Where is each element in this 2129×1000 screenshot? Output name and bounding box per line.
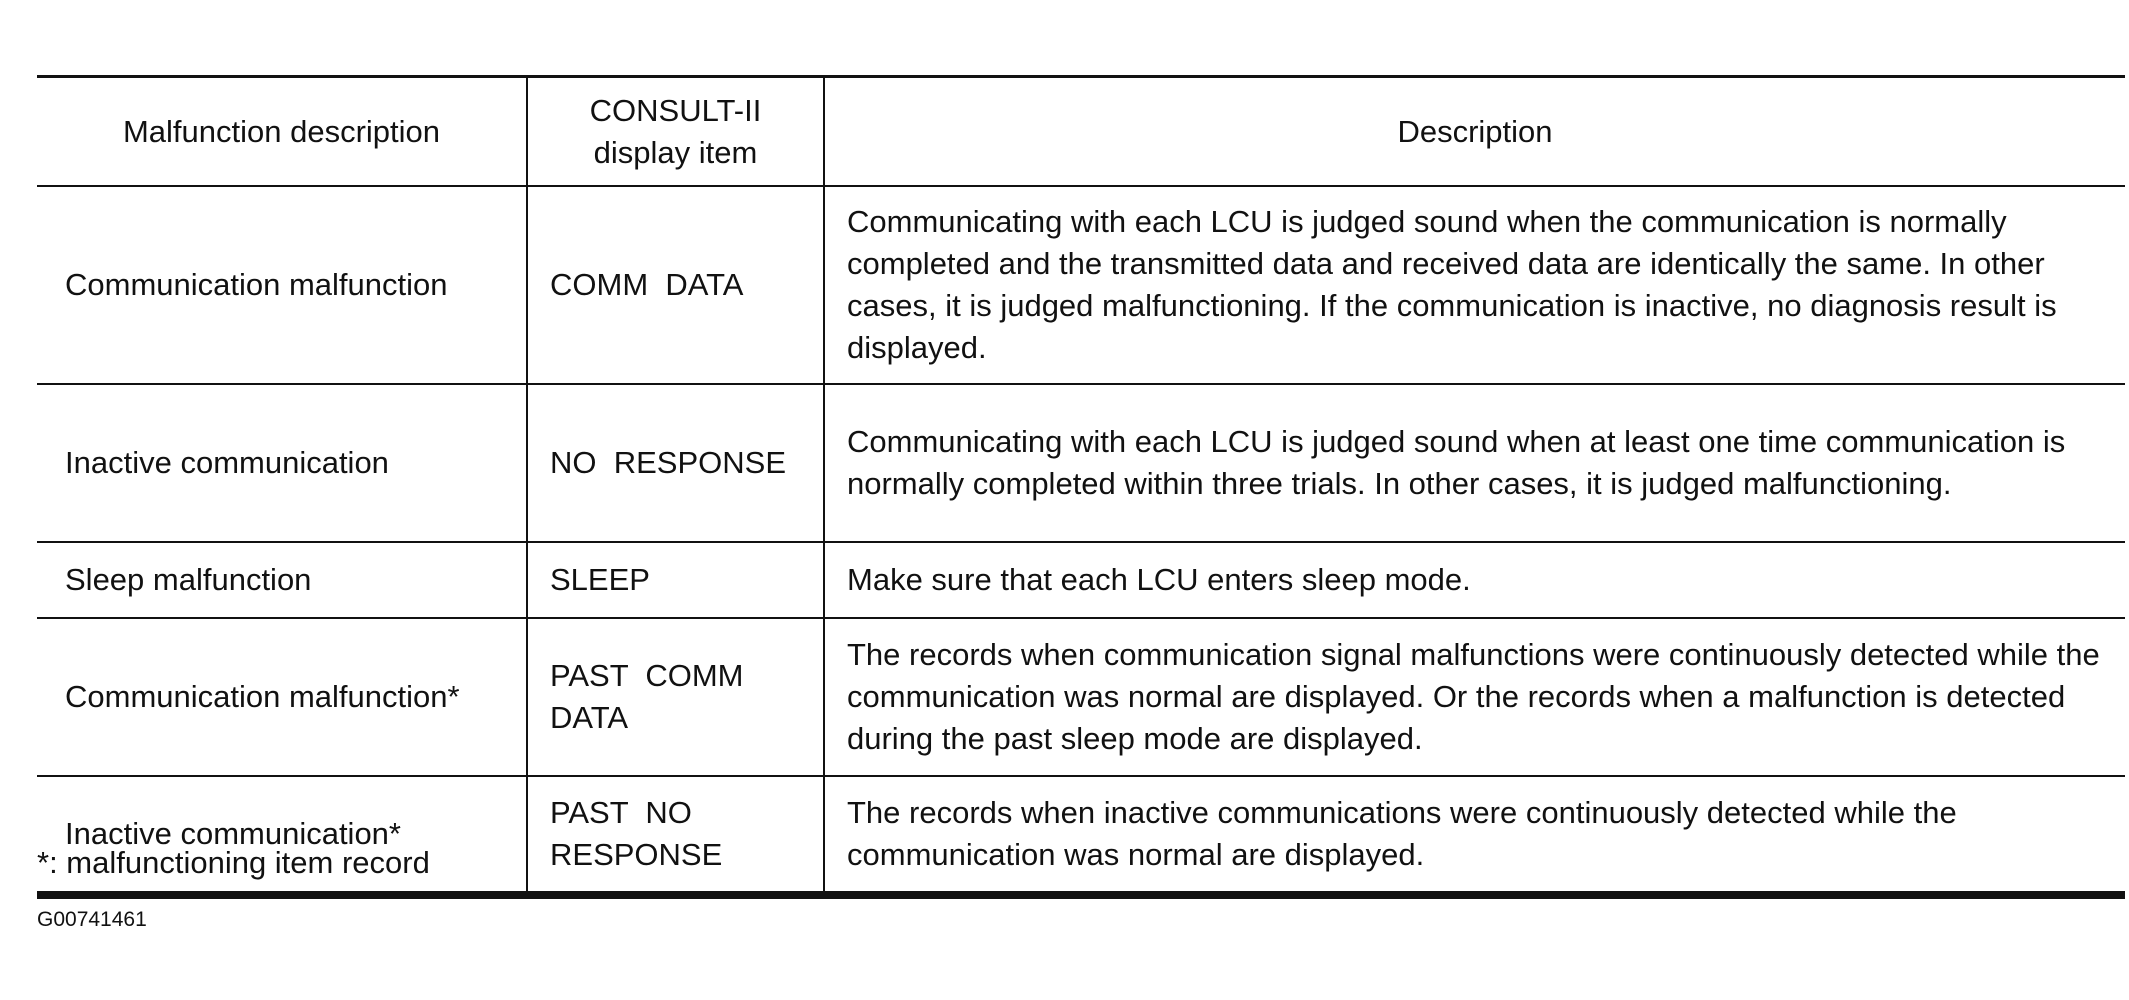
table-header <box>37 77 2125 187</box>
figure-code: G00741461 <box>37 908 147 931</box>
malfunction-cell: Inactive communication* <box>37 776 527 895</box>
table-row <box>37 384 2125 542</box>
header-consult-display-item <box>527 77 824 187</box>
description-cell: Make sure that each LCU enters sleep mode. <box>824 542 2125 618</box>
description-cell: Communicating with each LCU is judged sound when the communication is normally completed and the transmitted data and received data are identically the same. In other cases, it is judged malfunctioning. If the communication is inactive, no diagnosis result is displayed. <box>824 186 2125 384</box>
footnote: *: malfunctioning item record <box>37 845 430 880</box>
description-cell: The records when inactive communications were continuously detected while the communication was normal are displayed. <box>824 776 2125 895</box>
malfunction-cell: Communication malfunction* <box>37 618 527 776</box>
header-malfunction-description: Malfunction description <box>37 77 527 187</box>
table-body <box>37 186 2125 895</box>
malfunction-table <box>37 75 2125 899</box>
display-item-cell: PAST NO RESPONSE <box>527 776 824 895</box>
header-consult-line1: CONSULT-II <box>589 92 762 128</box>
header-row <box>37 77 2125 187</box>
display-item-cell: SLEEP <box>527 542 824 618</box>
display-item-cell: PAST COMM DATA <box>527 618 824 776</box>
malfunction-cell: Inactive communication <box>37 384 527 542</box>
table-row <box>37 618 2125 776</box>
header-consult-line2: display item <box>593 134 758 170</box>
header-description: Description <box>824 77 2125 187</box>
table-row <box>37 186 2125 384</box>
malfunction-cell: Sleep malfunction <box>37 542 527 618</box>
description-cell: Communicating with each LCU is judged sound when at least one time communication is normally completed within three trials. In other cases, it is judged malfunctioning. <box>824 384 2125 542</box>
display-item-cell: COMM DATA <box>527 186 824 384</box>
table-row <box>37 542 2125 618</box>
malfunction-cell: Communication malfunction <box>37 186 527 384</box>
display-item-cell: NO RESPONSE <box>527 384 824 542</box>
description-cell: The records when communication signal malfunctions were continuously detected while the communication was normal are displayed. Or the records when a malfunction is detected during the past sleep mode are displayed. <box>824 618 2125 776</box>
